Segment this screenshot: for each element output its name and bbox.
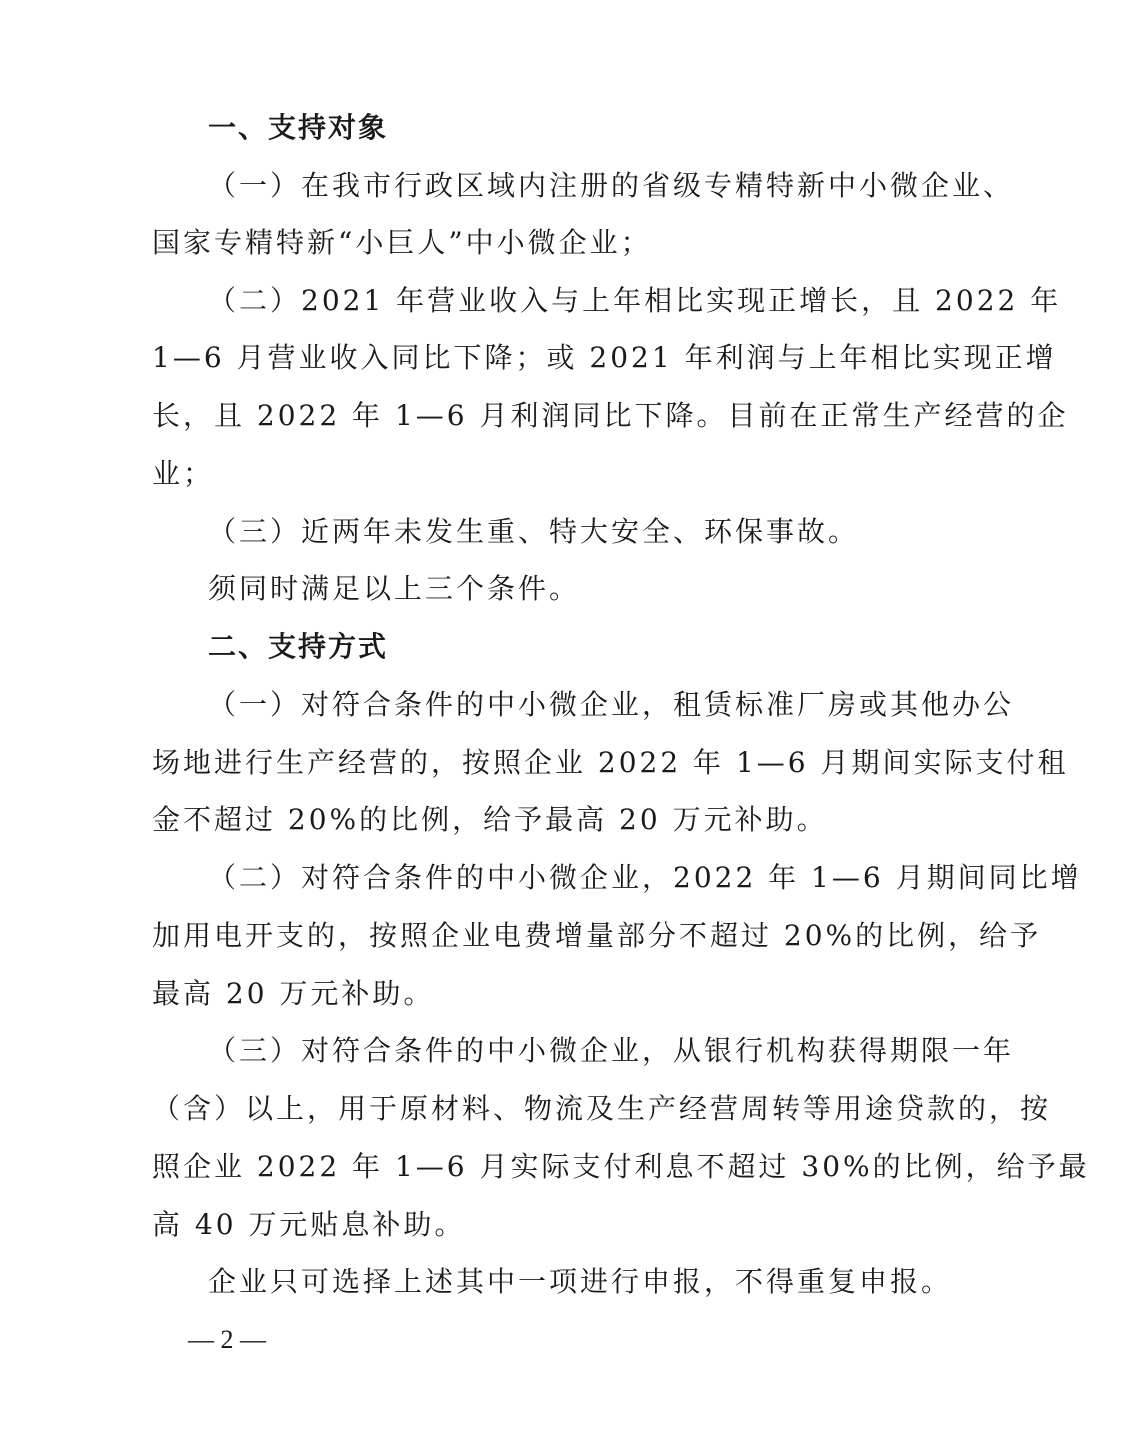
paragraph-line: 照企业 2022 年 1—6 月实际支付利息不超过 30%的比例，给予最	[152, 1150, 1090, 1183]
page-number: — 2 —	[188, 1325, 266, 1354]
condition-note: 须同时满足以上三个条件。	[208, 572, 581, 605]
paragraph-line: （三）近两年未发生重、特大安全、环保事故。	[208, 515, 860, 548]
declaration-note: 企业只可选择上述其中一项进行申报，不得重复申报。	[208, 1265, 953, 1298]
paragraph-line: 1—6 月营业收入同比下降；或 2021 年利润与上年相比实现正增	[152, 341, 1057, 374]
paragraph-line: （一）对符合条件的中小微企业，租赁标准厂房或其他办公	[208, 688, 1015, 721]
section-heading-support-targets: 一、支持对象	[208, 111, 389, 144]
paragraph-line: （一）在我市行政区域内注册的省级专精特新中小微企业、	[208, 169, 1015, 202]
paragraph-line: 业；	[152, 457, 215, 490]
paragraph-line: 加用电开支的，按照企业电费增量部分不超过 20%的比例，给予	[152, 919, 1042, 952]
paragraph-line: 最高 20 万元补助。	[152, 977, 435, 1010]
paragraph-line: （二）2021 年营业收入与上年相比实现正增长，且 2022 年	[208, 284, 1062, 317]
paragraph-line: 国家专精特新“小巨人”中小微企业；	[152, 226, 652, 259]
paragraph-line: 金不超过 20%的比例，给予最高 20 万元补助。	[152, 803, 828, 836]
section-heading-support-methods: 二、支持方式	[208, 630, 389, 663]
paragraph-line: 场地进行生产经营的，按照企业 2022 年 1—6 月期间实际支付租	[152, 746, 1069, 779]
paragraph-line: （二）对符合条件的中小微企业，2022 年 1—6 月期间同比增	[208, 861, 1082, 894]
paragraph-line: 高 40 万元贴息补助。	[152, 1208, 466, 1241]
paragraph-line: （含）以上，用于原材料、物流及生产经营周转等用途贷款的，按	[152, 1092, 1052, 1125]
paragraph-line: （三）对符合条件的中小微企业，从银行机构获得期限一年	[208, 1034, 1015, 1067]
paragraph-line: 长，且 2022 年 1—6 月利润同比下降。目前在正常生产经营的企	[152, 399, 1069, 432]
